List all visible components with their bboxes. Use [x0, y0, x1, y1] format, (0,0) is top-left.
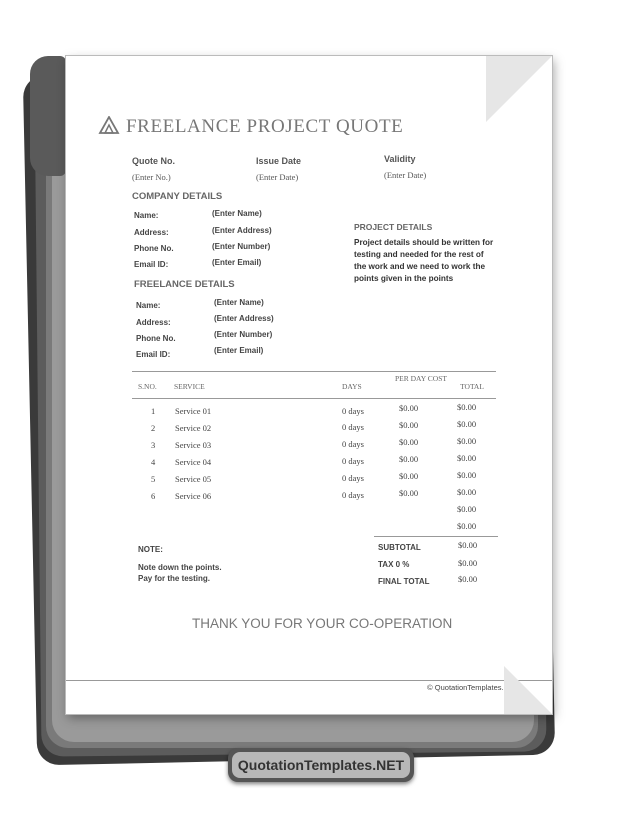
row-service: Service 05 [175, 474, 212, 484]
stack-side-tab [30, 56, 66, 176]
row-no: 3 [151, 440, 156, 450]
brand-badge [228, 748, 414, 782]
row-service: Service 01 [175, 406, 212, 416]
note-line-2: Pay for the testing. [138, 574, 211, 583]
validity-value: (Enter Date) [384, 170, 427, 180]
row-no: 4 [151, 457, 156, 467]
row-no: 5 [151, 474, 156, 484]
row-days: 0 days [342, 406, 364, 416]
row-total: $0.00 [457, 487, 477, 497]
company-phone-value: (Enter Number) [212, 242, 271, 251]
quote-no-value: (Enter No.) [132, 172, 171, 182]
totals-divider [374, 536, 498, 537]
services-table-header [132, 371, 496, 399]
row-service: Service 02 [175, 423, 212, 433]
company-email-value: (Enter Email) [212, 258, 262, 267]
page-bottom-fold [504, 666, 552, 714]
row-days: 0 days [342, 490, 364, 500]
header-service: SERVICE [174, 382, 205, 391]
quote-document [66, 56, 552, 714]
subtotal-value: $0.00 [458, 540, 478, 550]
row-service: Service 04 [175, 457, 212, 467]
row-total: $0.00 [457, 470, 477, 480]
project-details-text: Project details should be written for testing and needed for the rest of the work and we need to work the points given in the points [354, 238, 494, 283]
triangle-logo-icon [98, 116, 120, 134]
document-title [98, 116, 403, 138]
brand-badge-text: QuotationTemplates.NET [232, 752, 410, 778]
freelance-name-label: Name: [136, 301, 161, 310]
row-per-day: $0.00 [399, 420, 419, 430]
freelance-address-value: (Enter Address) [214, 314, 274, 323]
issue-date-label: Issue Date [256, 156, 302, 166]
row-days: 0 days [342, 439, 364, 449]
freelance-phone-label: Phone No. [136, 334, 176, 343]
company-address-label: Address: [134, 228, 169, 237]
note-line-1: Note down the points. [138, 563, 222, 572]
extra-total: $0.00 [457, 521, 477, 531]
freelance-email-value: (Enter Email) [214, 346, 264, 355]
tax-label: TAX 0 % [378, 560, 410, 569]
validity-label: Validity [384, 154, 416, 164]
row-total: $0.00 [457, 402, 477, 412]
company-address-value: (Enter Address) [212, 226, 272, 235]
title-text: FREELANCE PROJECT QUOTE [126, 116, 404, 137]
final-total-label: FINAL TOTAL [378, 577, 430, 586]
company-details-title: COMPANY DETAILS [132, 191, 223, 202]
row-no: 2 [151, 423, 156, 433]
issue-date-value: (Enter Date) [256, 172, 299, 182]
row-per-day: $0.00 [399, 403, 419, 413]
footer-copyright: © QuotationTemplates.net [427, 683, 514, 692]
row-service: Service 03 [175, 440, 212, 450]
freelance-address-label: Address: [136, 318, 171, 327]
quote-no-label: Quote No. [132, 156, 175, 166]
extra-total: $0.00 [457, 504, 477, 514]
page-corner-fold [486, 56, 552, 122]
company-phone-label: Phone No. [134, 244, 174, 253]
subtotal-label: SUBTOTAL [378, 543, 421, 552]
row-per-day: $0.00 [399, 437, 419, 447]
freelance-email-label: Email ID: [136, 350, 171, 359]
row-total: $0.00 [457, 453, 477, 463]
row-per-day: $0.00 [399, 471, 419, 481]
row-days: 0 days [342, 456, 364, 466]
thank-you-text: THANK YOU FOR YOUR CO-OPERATION [192, 616, 453, 631]
project-details-title: PROJECT DETAILS [354, 222, 433, 232]
company-email-label: Email ID: [134, 260, 169, 269]
tax-value: $0.00 [458, 558, 478, 568]
freelance-details-title: FREELANCE DETAILS [134, 279, 235, 290]
row-per-day: $0.00 [399, 454, 419, 464]
row-total: $0.00 [457, 436, 477, 446]
header-sno: S.NO. [138, 382, 157, 391]
note-label: NOTE: [138, 545, 163, 554]
row-no: 1 [151, 406, 156, 416]
row-no: 6 [151, 491, 156, 501]
row-days: 0 days [342, 473, 364, 483]
row-total: $0.00 [457, 419, 477, 429]
company-name-label: Name: [134, 211, 159, 220]
header-days: DAYS [342, 382, 362, 391]
header-total: TOTAL [460, 382, 484, 391]
final-total-value: $0.00 [458, 574, 478, 584]
footer-line [66, 680, 552, 681]
row-per-day: $0.00 [399, 488, 419, 498]
company-name-value: (Enter Name) [212, 209, 262, 218]
row-service: Service 06 [175, 491, 212, 501]
freelance-phone-value: (Enter Number) [214, 330, 273, 339]
row-days: 0 days [342, 422, 364, 432]
header-per-day-cost: PER DAY COST [395, 374, 447, 383]
freelance-name-value: (Enter Name) [214, 298, 264, 307]
